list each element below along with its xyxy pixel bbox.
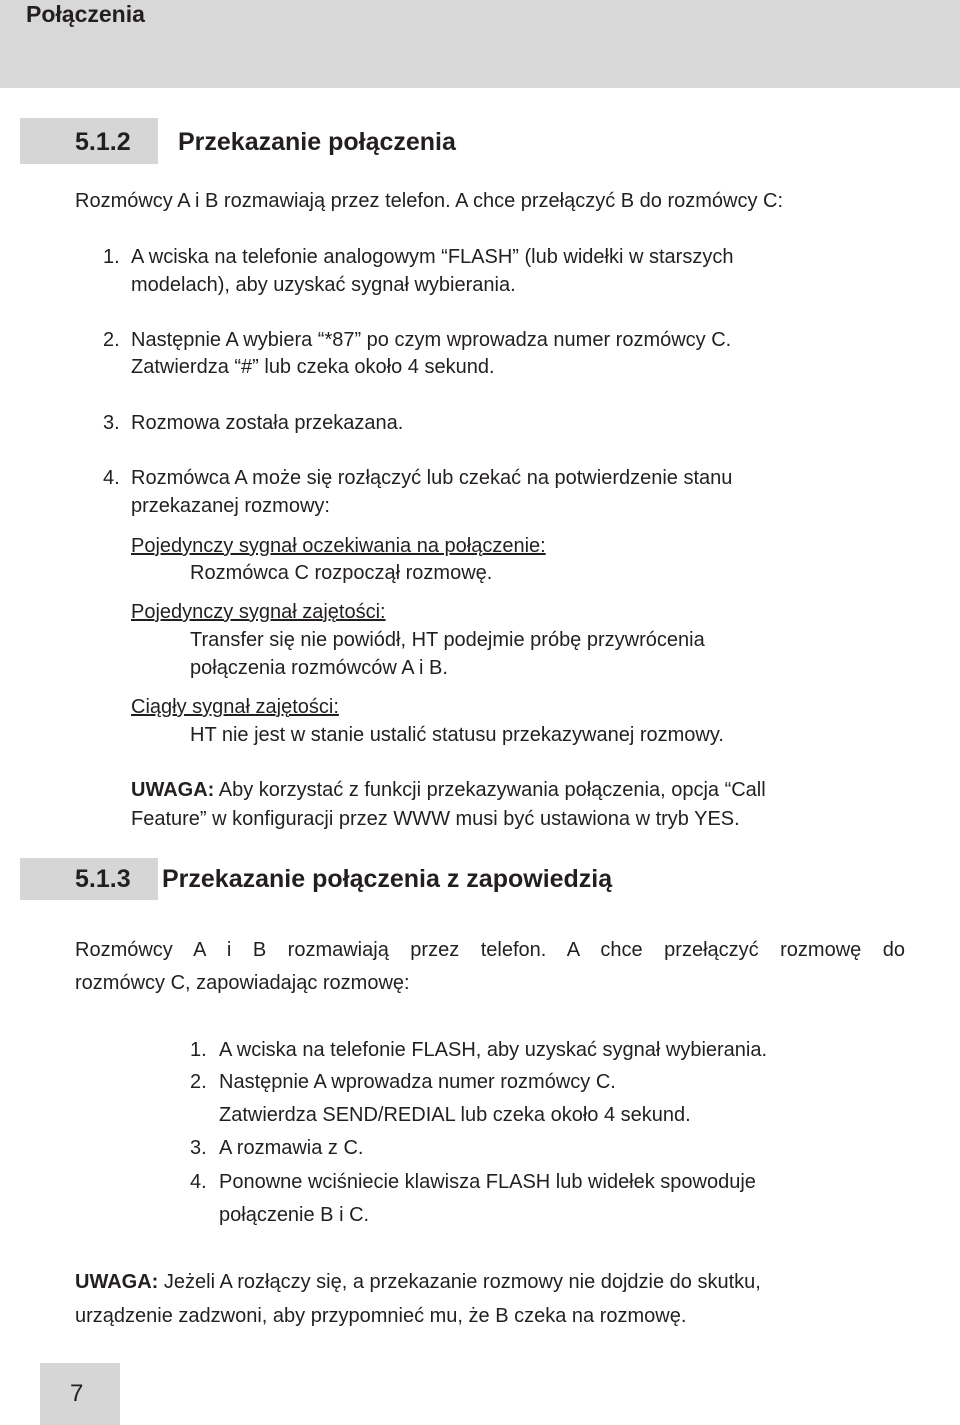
note-label: UWAGA: [75,1271,159,1293]
signal-label: Ciągły sygnał zajętości: [131,696,339,718]
section-title: Przekazanie połączenia [178,128,456,156]
page-header-title: Połączenia [26,1,145,27]
step-text: Zatwierdza “#” lub czeka około 4 sekund. [131,356,495,378]
step-text: Rozmowa została przekazana. [131,412,404,434]
section-intro: rozmówcy C, zapowiadając rozmowę: [75,972,410,994]
step-number: 2. [190,1071,207,1093]
step-text: Ponowne wciśniecie klawisza FLASH lub widełek spowoduje [219,1171,756,1193]
step-text: A rozmawia z C. [219,1137,364,1159]
note [131,776,766,804]
section-intro: Rozmówcy A i B rozmawiają przez telefon. A chce przełączyć B do rozmówcy C: [75,190,784,212]
step-text: A wciska na telefonie analogowym “FLASH” (lub widełki w starszych [131,246,734,268]
page-number: 7 [70,1380,84,1407]
step-number: 3. [190,1137,207,1159]
signal-label: Pojedynczy sygnał oczekiwania na połączenie: [131,535,546,557]
step-text: Następnie A wybiera “*87” po czym wprowadza numer rozmówcy C. [131,329,732,351]
step-text: modelach), aby uzyskać sygnał wybierania. [131,274,516,296]
step-number: 1. [103,246,120,268]
section-number: 5.1.2 [75,128,131,156]
step-number: 1. [190,1039,207,1061]
step-number: 2. [103,329,120,351]
note [75,1268,761,1296]
signal-description: Transfer się nie powiódł, HT podejmie próbę przywrócenia [190,629,705,651]
note-label: UWAGA: [131,779,215,801]
section-title: Przekazanie połączenia z zapowiedzią [162,865,613,893]
step-number: 4. [103,467,120,489]
note-text: Aby korzystać z funkcji przekazywania połączenia, opcja “Call [218,779,766,801]
note-text: Jeżeli A rozłączy się, a przekazanie rozmowy nie dojdzie do skutku, [163,1271,761,1293]
step-number: 3. [103,412,120,434]
signal-description: Rozmówca C rozpoczął rozmowę. [190,562,493,584]
signal-description: HT nie jest w stanie ustalić statusu przekazywanej rozmowy. [190,724,724,746]
step-text: Rozmówca A może się rozłączyć lub czekać na potwierdzenie stanu [131,467,733,489]
signal-description: połączenia rozmówców A i B. [190,657,448,679]
step-text: przekazanej rozmowy: [131,495,330,517]
note-text: Feature” w konfiguracji przez WWW musi być ustawiona w tryb YES. [131,808,740,830]
note-text: urządzenie zadzwoni, aby przypomnieć mu, że B czeka na rozmowę. [75,1305,687,1327]
step-text: Zatwierdza SEND/REDIAL lub czeka około 4 sekund. [219,1104,691,1126]
section-intro: Rozmówcy A i B rozmawiają przez telefon. A chce przełączyć rozmowę do [75,939,905,961]
step-text: połączenie B i C. [219,1204,370,1226]
section-number: 5.1.3 [75,865,131,893]
step-text: A wciska na telefonie FLASH, aby uzyskać sygnał wybierania. [219,1039,768,1061]
step-number: 4. [190,1171,207,1193]
step-text: Następnie A wprowadza numer rozmówcy C. [219,1071,616,1093]
signal-label: Pojedynczy sygnał zajętości: [131,601,386,623]
